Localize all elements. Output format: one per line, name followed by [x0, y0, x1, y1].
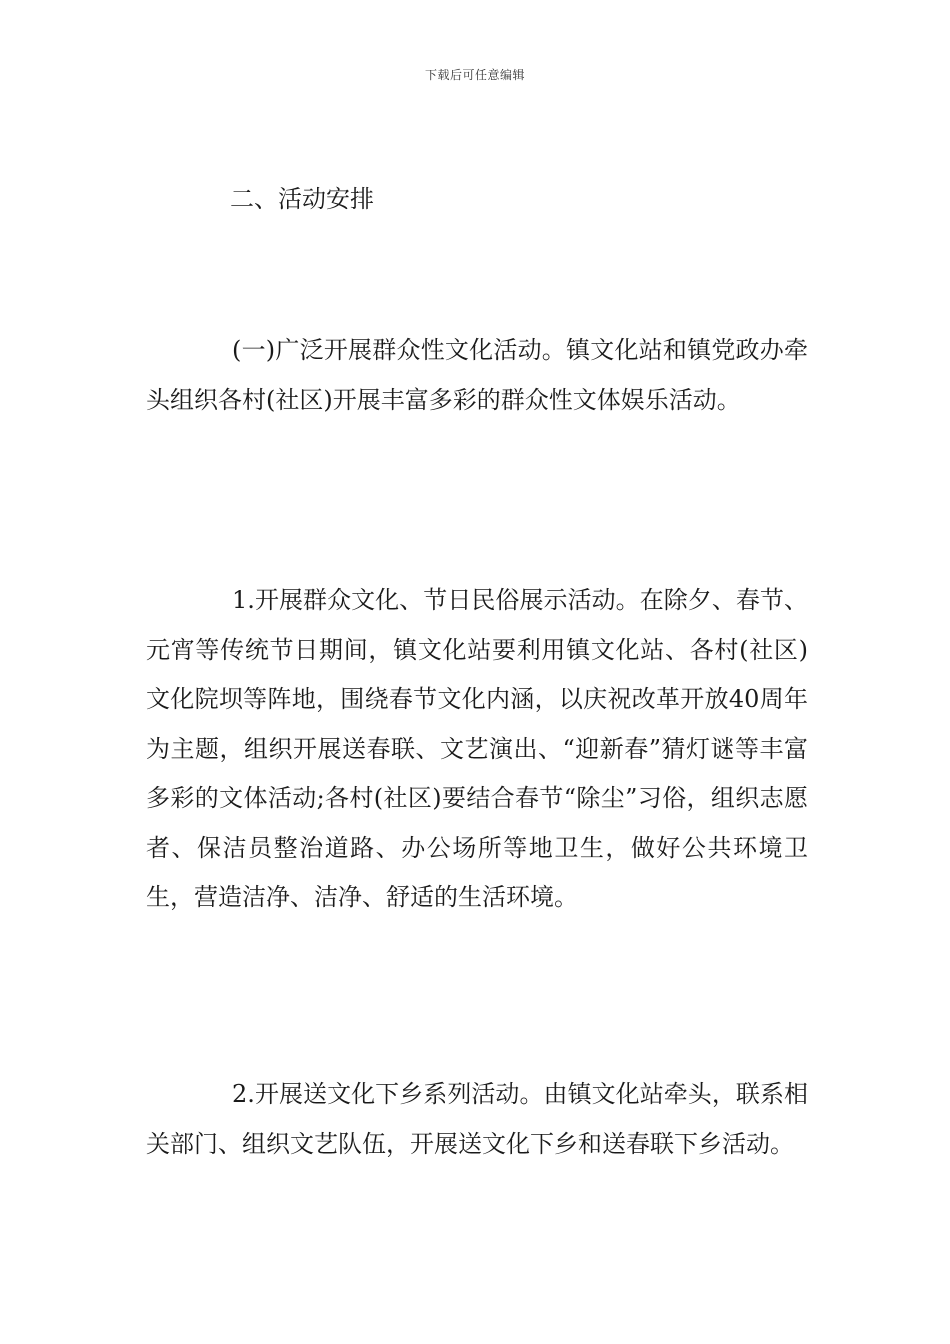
header-note: 下载后可任意编辑: [424, 68, 525, 82]
section-heading: 二、活动安排: [230, 185, 374, 213]
paragraph-culture-to-countryside: 2.开展送文化下乡系列活动。由镇文化站牵头，联系相关部门、组织文艺队伍，开展送文化下乡和送春联下乡活动。: [146, 1080, 808, 1158]
paragraph-mass-culture: (一)广泛开展群众性文化活动。镇文化站和镇党政办牵头组织各村(社区)开展丰富多彩的群众性文体娱乐活动。: [146, 336, 808, 414]
paragraph-festival-folk: 1.开展群众文化、节日民俗展示活动。在除夕、春节、元宵等传统节日期间，镇文化站要利用镇文化站、各村(社区)文化院坝等阵地，围绕春节文化内涵，以庆祝改革开放40周年为主题，组织开展送春联、文艺演出、“迎新春”猜灯谜等丰富多彩的文体活动;各村(社区)要结合春节“除尘”习俗，组织志愿者、保洁员整治道路、办公场所等地卫生，做好公共环境卫生，营造洁净、洁净、舒适的生活环境。: [146, 586, 808, 911]
